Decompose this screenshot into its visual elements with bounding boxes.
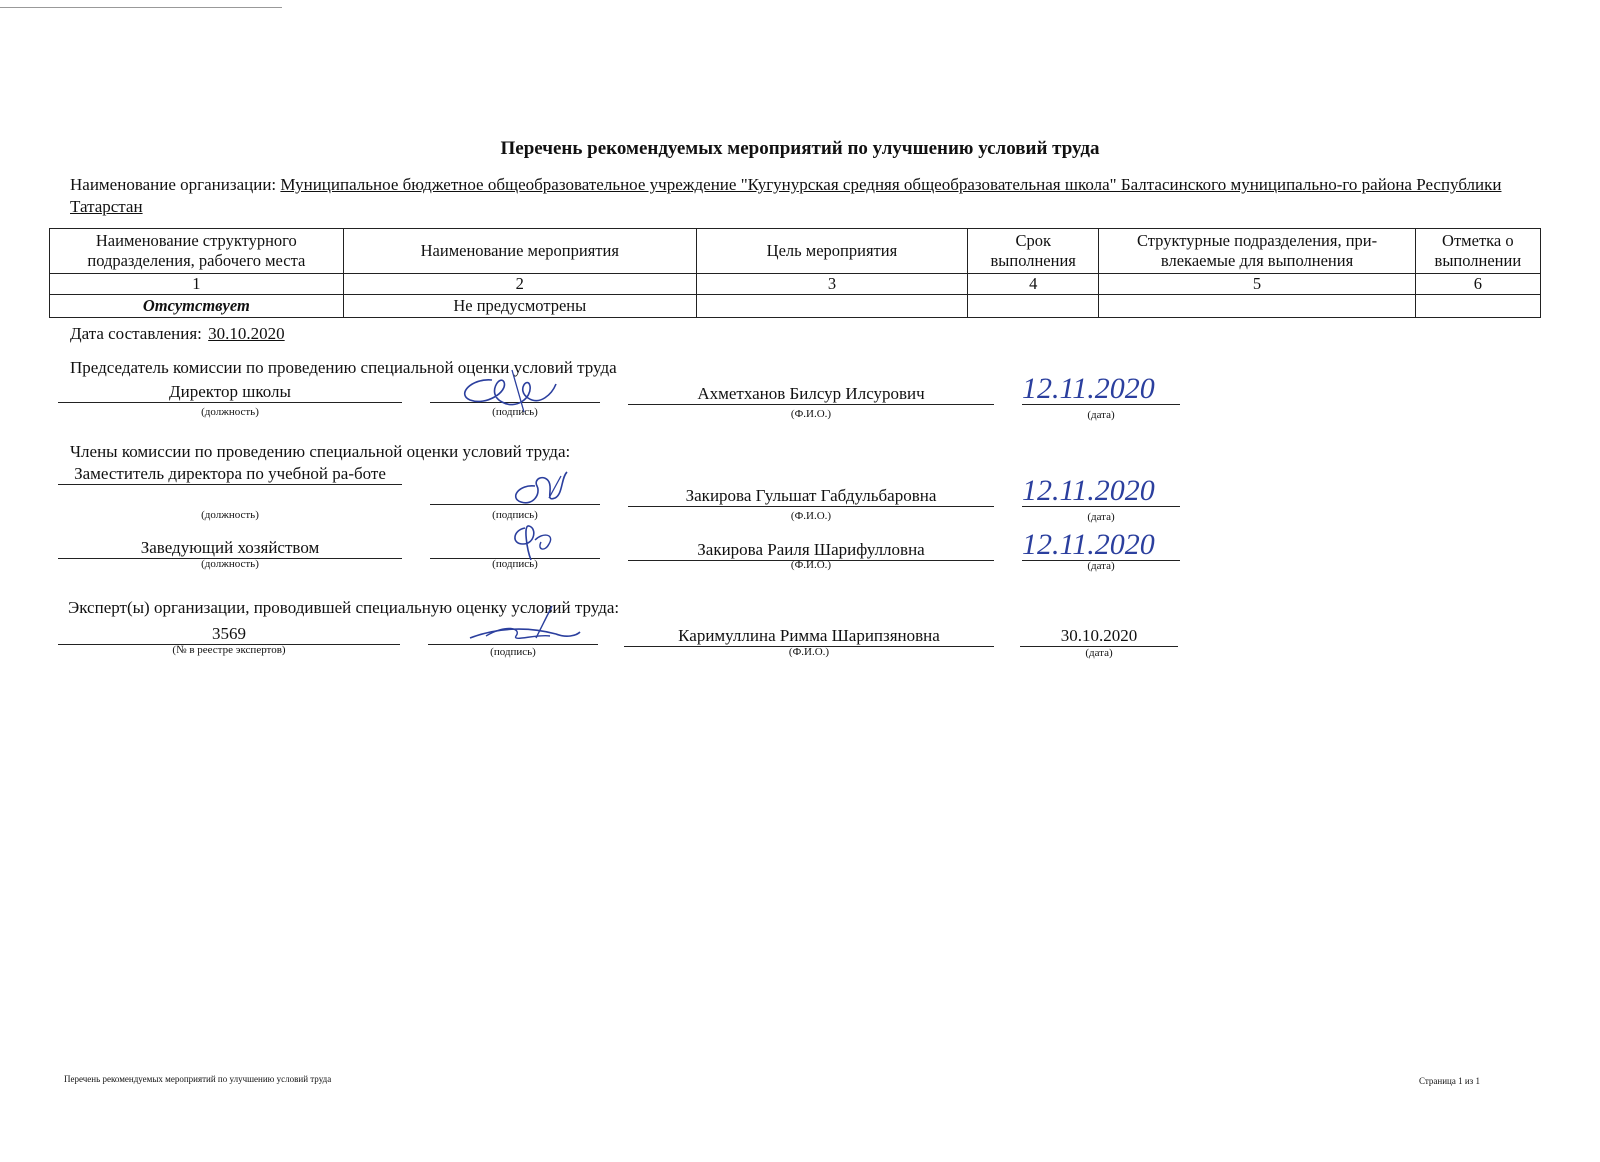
table-header-cell: Наименование мероприятия bbox=[343, 229, 696, 274]
member-1-position-text: Заместитель директора по учебной ра-боте bbox=[74, 464, 386, 483]
member-2-signature-mark bbox=[505, 520, 565, 564]
table-cell bbox=[967, 295, 1098, 318]
organization-name: Муниципальное бюджетное общеобразовательное учреждение "Кугунурская средняя общеобразовательная школа" Балтасинского муниципально-го района Республики Татарстан bbox=[70, 175, 1502, 216]
table-cell bbox=[1099, 295, 1415, 318]
chairman-heading: Председатель комиссии по проведению специальной оценки условий труда bbox=[70, 358, 617, 377]
table-number-cell: 1 bbox=[50, 274, 344, 295]
organization-block bbox=[70, 174, 1525, 218]
caption-fio: (Ф.И.О.) bbox=[788, 646, 830, 658]
measures-table bbox=[49, 228, 1541, 318]
member-2-position: Заведующий хозяйством bbox=[58, 538, 402, 559]
caption-date: (дата) bbox=[1087, 409, 1115, 421]
expert-date: 30.10.2020 bbox=[1020, 626, 1178, 647]
caption-signature: (подпись) bbox=[492, 406, 538, 418]
compilation-date: 30.10.2020 bbox=[208, 324, 285, 343]
compilation-date-block bbox=[70, 324, 291, 344]
chairman-name: Ахметханов Билсур Илсурович bbox=[628, 384, 994, 405]
caption-registry: (№ в реестре экспертов) bbox=[172, 644, 286, 656]
caption-date: (дата) bbox=[1087, 511, 1115, 523]
footer-title: Перечень рекомендуемых мероприятий по улучшению условий труда bbox=[64, 1074, 332, 1084]
caption-fio: (Ф.И.О.) bbox=[790, 408, 832, 420]
caption-position: (должность) bbox=[201, 406, 259, 418]
caption-fio: (Ф.И.О.) bbox=[790, 510, 832, 522]
chairman-position: Директор школы bbox=[58, 382, 402, 403]
table-cell bbox=[696, 295, 967, 318]
member-1-name: Закирова Гульшат Габдульбаровна bbox=[628, 486, 994, 507]
expert-registry-number: 3569 bbox=[58, 624, 400, 645]
table-number-cell: 6 bbox=[1415, 274, 1540, 295]
member-1-signature-mark bbox=[505, 468, 575, 510]
chairman-signature-mark bbox=[452, 368, 572, 418]
table-number-cell: 4 bbox=[967, 274, 1098, 295]
table-header-cell: Структурные подразделения, при-влекаемые для выполнения bbox=[1099, 229, 1415, 274]
expert-name: Каримуллина Римма Шарипзяновна bbox=[624, 626, 994, 647]
chairman-date: 12.11.2020 bbox=[1022, 374, 1180, 405]
table-number-cell: 3 bbox=[696, 274, 967, 295]
table-header-cell: Цель мероприятия bbox=[696, 229, 967, 274]
caption-signature: (подпись) bbox=[490, 646, 536, 658]
table-cell: Не предусмотрены bbox=[343, 295, 696, 318]
table-header-row bbox=[50, 229, 1541, 274]
organization-label: Наименование организации: bbox=[70, 175, 277, 194]
compilation-date-label: Дата составления: bbox=[70, 324, 202, 343]
caption-position: (должность) bbox=[201, 509, 259, 521]
table-cell: Отсутствует bbox=[50, 295, 344, 318]
table-row bbox=[50, 295, 1541, 318]
expert-signature-mark bbox=[466, 604, 586, 648]
members-heading: Члены комиссии по проведению специальной оценки условий труда: bbox=[70, 442, 571, 461]
table-header-cell: Срок выполнения bbox=[967, 229, 1098, 274]
expert-heading: Эксперт(ы) организации, проводившей специальную оценку условий труда: bbox=[68, 598, 620, 617]
caption-date: (дата) bbox=[1087, 560, 1115, 572]
table-number-row bbox=[50, 274, 1541, 295]
member-1-date: 12.11.2020 bbox=[1022, 476, 1180, 507]
caption-signature: (подпись) bbox=[492, 509, 538, 521]
table-cell bbox=[1415, 295, 1540, 318]
page-number: Страница 1 из 1 bbox=[1419, 1076, 1480, 1086]
member-2-date: 12.11.2020 bbox=[1022, 530, 1180, 561]
table-number-cell: 2 bbox=[343, 274, 696, 295]
member-2-name: Закирова Раиля Шарифулловна bbox=[628, 540, 994, 561]
caption-fio: (Ф.И.О.) bbox=[790, 559, 832, 571]
table-header-cell: Наименование структурного подразделения, рабочего места bbox=[50, 229, 344, 274]
table-number-cell: 5 bbox=[1099, 274, 1415, 295]
member-1-position bbox=[58, 464, 402, 485]
table-header-cell: Отметка о выполнении bbox=[1415, 229, 1540, 274]
caption-position: (должность) bbox=[201, 558, 259, 570]
caption-signature: (подпись) bbox=[492, 558, 538, 570]
top-edge-line bbox=[0, 7, 282, 8]
caption-date: (дата) bbox=[1085, 647, 1113, 659]
document-title: Перечень рекомендуемых мероприятий по улучшению условий труда bbox=[500, 138, 1100, 159]
